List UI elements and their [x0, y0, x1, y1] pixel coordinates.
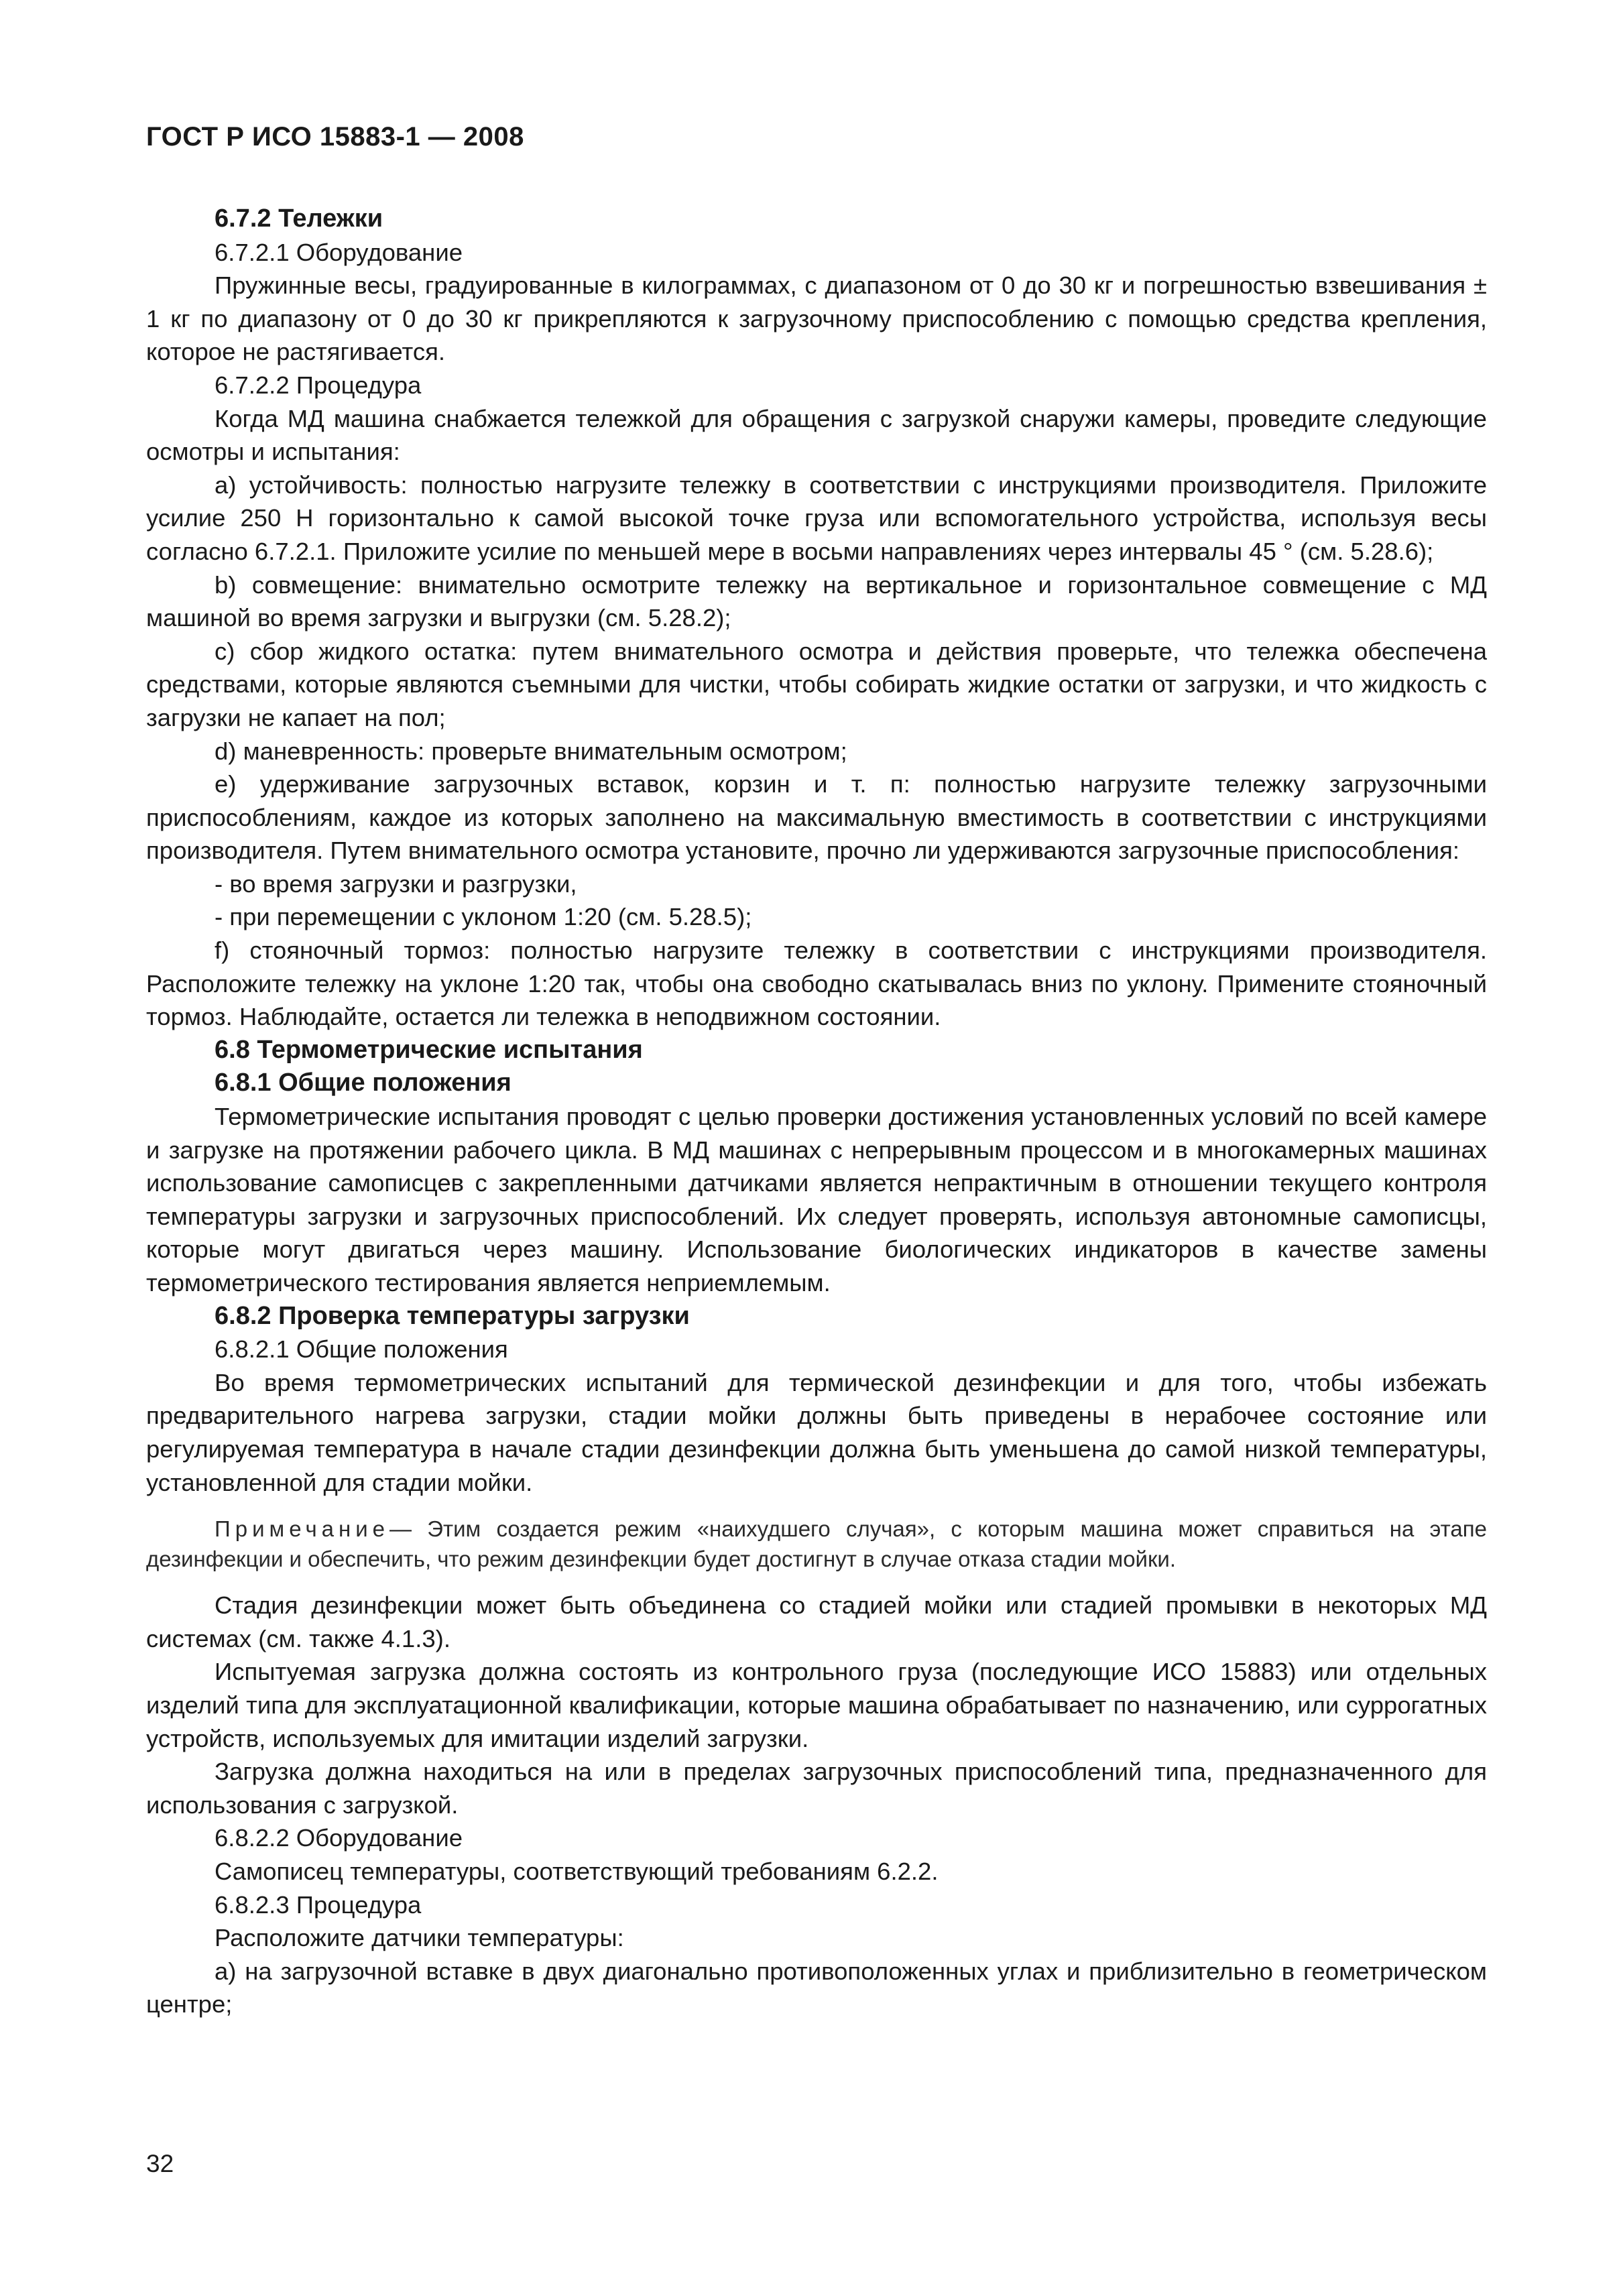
document-body [146, 202, 1487, 2021]
paragraph: Пружинные весы, градуированные в килограммах, с диапазоном от 0 до 30 кг и погрешностью взвешивания ± 1 кг по диапазону от 0 до 30 кг прикрепляются к загрузочному приспособлению с помощью средства крепления, которое не растягивается. [146, 271, 1487, 366]
paragraph: Испытуемая загрузка должна состоять из контрольного груза (последующие ИСО 15883) или отдельных изделий типа для эксплуатационной квалификации, которые машина обрабатывает по назначению, или суррогатных устройств, используемых для имитации изделий загрузки. [146, 1658, 1487, 1752]
paragraph: Загрузка должна находиться на или в пределах загрузочных приспособлений типа, предназначенного для использования с загрузкой. [146, 1758, 1487, 1819]
list-item: c) сбор жидкого остатка: путем внимательного осмотра и действия проверьте, что тележка обеспечена средствами, которые являются съемными для чистки, чтобы собирать жидкие остатки от загрузки, и что жидкость с загрузки не капает на пол; [146, 637, 1487, 731]
section-heading-6-8: 6.8 Термометрические испытания [215, 1035, 643, 1064]
subsection-heading-6-8-2-2: 6.8.2.2 Оборудование [215, 1824, 463, 1852]
paragraph: Когда МД машина снабжается тележкой для обращения с загрузкой снаружи камеры, проведите следующие осмотры и испытания: [146, 404, 1487, 466]
dash-list-item: - во время загрузки и разгрузки, [215, 869, 577, 898]
subsection-heading-6-8-2-1: 6.8.2.1 Общие положения [215, 1335, 508, 1364]
subsection-heading-6-7-2-1: 6.7.2.1 Оборудование [215, 238, 463, 266]
list-item: e) удерживание загрузочных вставок, корзин и т. п: полностью нагрузите тележку загрузочными приспособлениям, каждое из которых заполнено на максимальную вместимость в соответствии с инструкциями производителя. Путем внимательного осмотра установите, прочно ли удерживаются загрузочные приспособления: [146, 770, 1487, 865]
list-item: a) устойчивость: полностью нагрузите тележку в соответствии с инструкциями производителя. Приложите усилие 250 Н горизонтально к самой высокой точке груза или вспомогательного устройства, используя весы согласно 6.7.2.1. Приложите усилие по меньшей мере в восьми направлениях через интервалы 45 ° (см. 5.28.6); [146, 471, 1487, 565]
section-heading-6-8-1: 6.8.1 Общие положения [215, 1069, 512, 1097]
document-header: ГОСТ Р ИСО 15883-1 — 2008 [146, 122, 524, 152]
list-item: b) совмещение: внимательно осмотрите тележку на вертикальное и горизонтальное совмещение с МД машиной во время загрузки и выгрузки (см. 5.28.2); [146, 570, 1487, 632]
paragraph: Во время термометрических испытаний для термической дезинфекции и для того, чтобы избежать предварительного нагрева загрузки, стадии мойки должны быть приведены в нерабочее состояние или регулируемая температура в начале стадии дезинфекции должна быть уменьшена до самой низкой температуры, установленной для стадии мойки. [146, 1368, 1487, 1496]
paragraph: Термометрические испытания проводят с целью проверки достижения установленных условий по всей камере и загрузке на протяжении рабочего цикла. В МД машинах с непрерывным процессом и в многокамерных машинах использование самописцев с закрепленными датчиками является непрактичным в отношении текущего контроля температуры загрузки и загрузочных приспособлений. Их следует проверять, используя автономные самописцы, которые могут двигаться через машину. Использование биологических индикаторов в качестве замены термометрического тестирования является неприемлемым. [146, 1103, 1487, 1296]
list-item: a) на загрузочной вставке в двух диагонально противоположенных углах и приблизительно в геометрическом центре; [146, 1957, 1487, 2018]
subsection-heading-6-7-2-2: 6.7.2.2 Процедура [215, 371, 422, 399]
paragraph: Стадия дезинфекции может быть объединена со стадией мойки или стадией промывки в некоторых МД системах (см. также 4.1.3). [146, 1591, 1487, 1652]
note-text: — Этим создается режим «наихудшего случая», с которым машина может справиться на этапе дезинфекции и обеспечить, что режим дезинфекции будет достигнут в случае отказа стадии мойки. [146, 1516, 1487, 1572]
list-item: f) стояночный тормоз: полностью нагрузите тележку в соответствии с инструкциями производителя. Расположите тележку на уклоне 1:20 так, чтобы она свободно скатывалась вниз по уклону. Примените стояночный тормоз. Наблюдайте, остается ли тележка в неподвижном состоянии. [146, 936, 1487, 1031]
dash-list-item: - при перемещении с уклоном 1:20 (см. 5.28.5); [215, 903, 752, 931]
note [146, 1514, 1487, 1574]
subsection-heading-6-8-2-3: 6.8.2.3 Процедура [215, 1890, 422, 1919]
note-label: Примечание [215, 1516, 390, 1542]
section-heading-6-7-2: 6.7.2 Тележки [215, 204, 383, 233]
paragraph: Самописец температуры, соответствующий требованиям 6.2.2. [215, 1857, 939, 1885]
page-number: 32 [146, 2150, 174, 2177]
paragraph: Расположите датчики температуры: [215, 1924, 624, 1952]
list-item: d) маневренность: проверьте внимательным осмотром; [215, 737, 847, 765]
section-heading-6-8-2: 6.8.2 Проверка температуры загрузки [215, 1301, 690, 1330]
